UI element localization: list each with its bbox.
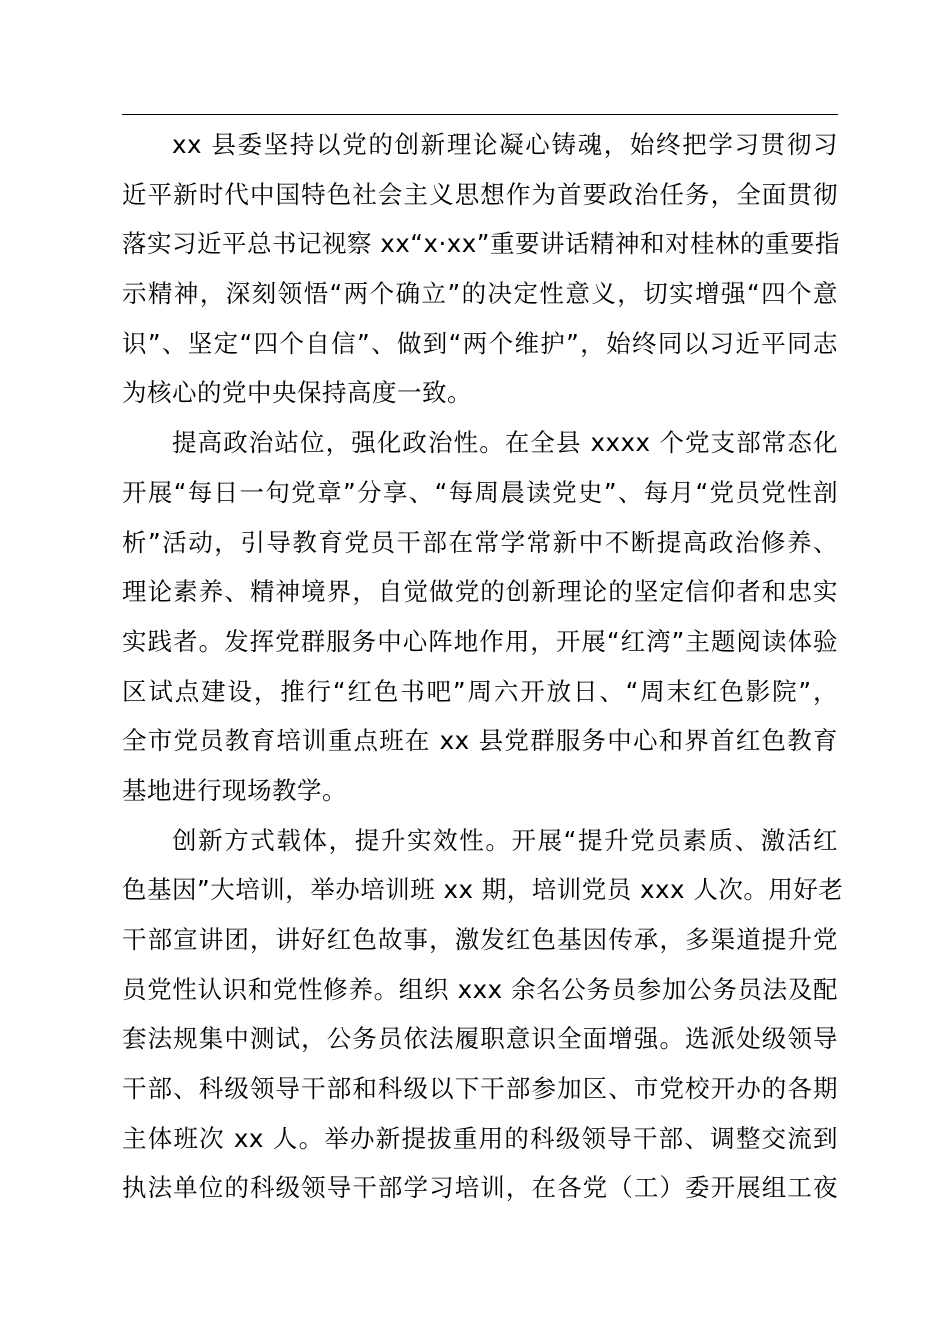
text-line: 析”活动，引导教育党员干部在常学常新中不断提高政治修养、 bbox=[122, 527, 838, 557]
text-line: 执法单位的科级领导干部学习培训，在各党（工）委开展组工夜 bbox=[122, 1173, 838, 1203]
text-line: 近平新时代中国特色社会主义思想作为首要政治任务，全面贯彻 bbox=[122, 179, 838, 209]
text-line: xx 县委坚持以党的创新理论凝心铸魂，始终把学习贯彻习 bbox=[172, 130, 838, 159]
text-line: 基地进行现场教学。 bbox=[122, 775, 347, 805]
header-rule bbox=[122, 114, 838, 115]
text-line: 开展“每日一句党章”分享、“每周晨读党史”、每月“党员党性剖 bbox=[122, 477, 838, 507]
text-line: 全市党员教育培训重点班在 xx 县党群服务中心和界首红色教育 bbox=[122, 726, 838, 756]
text-line: 干部宣讲团，讲好红色故事，激发红色基因传承，多渠道提升党 bbox=[122, 925, 838, 954]
text-line: 落实习近平总书记视察 xx“x·xx”重要讲话精神和对桂林的重要指 bbox=[122, 229, 840, 259]
text-line: 主体班次 xx 人。举办新提拔重用的科级领导干部、调整交流到 bbox=[122, 1123, 838, 1153]
text-line: 员党性认识和党性修养。组织 xxx 余名公务员参加公务员法及配 bbox=[122, 974, 838, 1004]
text-line: 色基因”大培训，举办培训班 xx 期，培训党员 xxx 人次。用好老 bbox=[122, 875, 844, 905]
document-body bbox=[122, 120, 844, 1213]
text-line: 识”、坚定“四个自信”、做到“两个维护”，始终同以习近平同志 bbox=[122, 328, 838, 358]
text-line: 理论素养、精神境界，自觉做党的创新理论的坚定信仰者和忠实 bbox=[122, 577, 838, 607]
text-line: 为核心的党中央保持高度一致。 bbox=[122, 378, 472, 408]
text-line: 创新方式载体，提升实效性。开展“提升党员素质、激活红 bbox=[172, 825, 838, 855]
text-line: 示精神，深刻领悟“两个确立”的决定性意义，切实增强“四个意 bbox=[122, 279, 838, 309]
text-line: 区试点建设，推行“红色书吧”周六开放日、“周末红色影院”， bbox=[122, 676, 838, 706]
text-line: 提高政治站位，强化政治性。在全县 xxxx 个党支部常态化 bbox=[172, 428, 838, 458]
text-line: 干部、科级领导干部和科级以下干部参加区、市党校开办的各期 bbox=[122, 1074, 838, 1104]
text-line: 套法规集中测试，公务员依法履职意识全面增强。选派处级领导 bbox=[122, 1024, 838, 1054]
text-line: 实践者。发挥党群服务中心阵地作用，开展“红湾”主题阅读体验 bbox=[122, 626, 838, 656]
